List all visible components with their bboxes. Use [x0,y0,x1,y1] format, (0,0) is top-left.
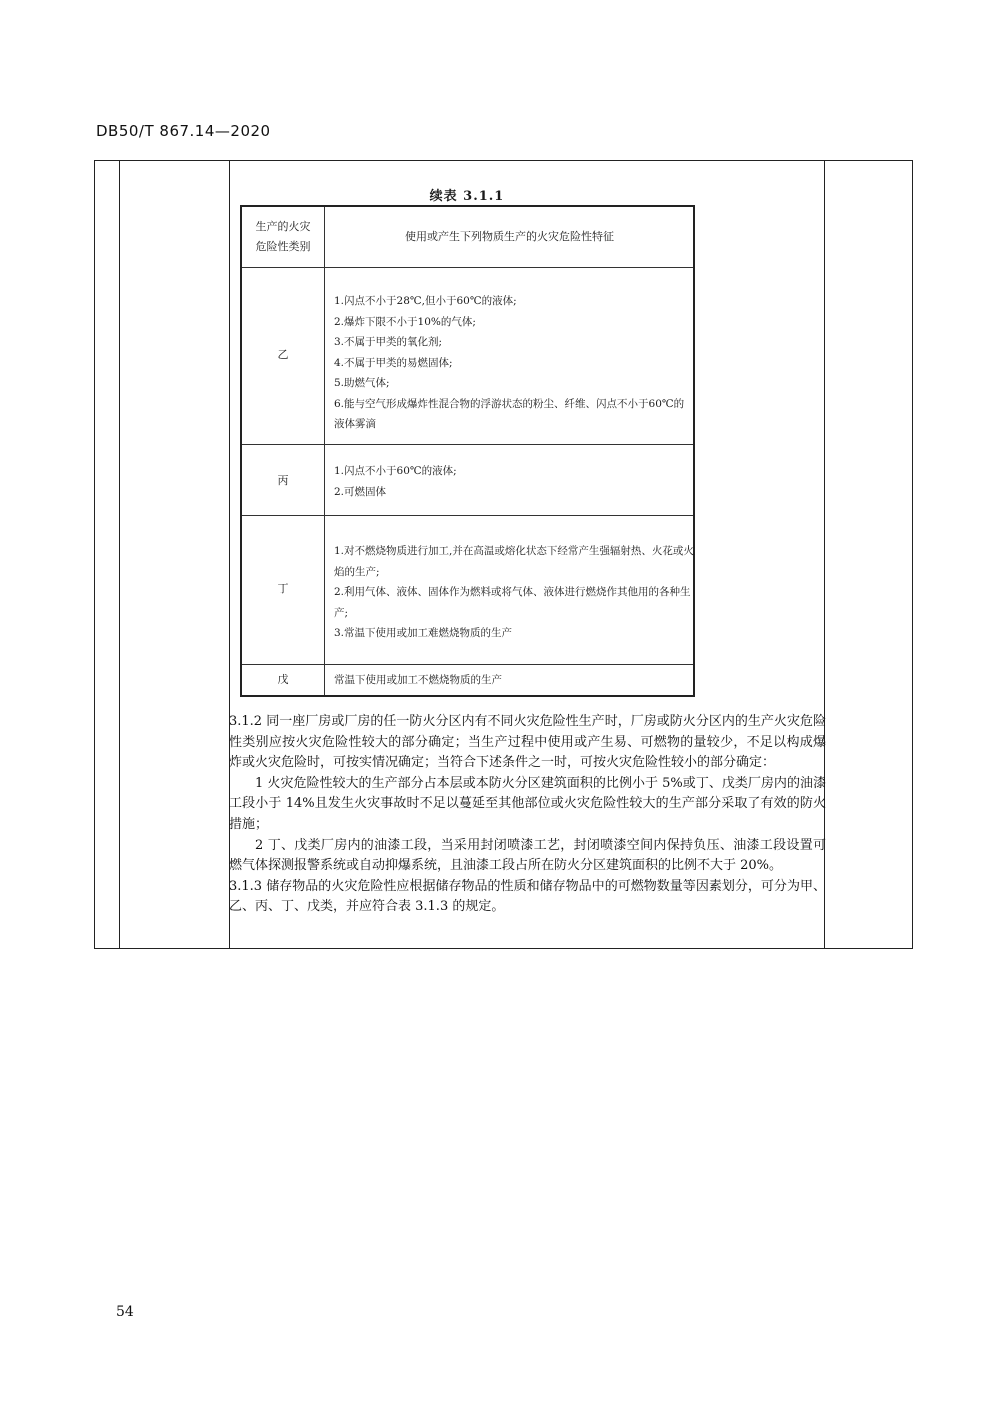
category-cell: 丙 [277,474,289,487]
feature-item: 2.可燃固体 [334,485,387,498]
header-category-line: 生产的火灾 [255,220,311,233]
features-cell [334,670,694,691]
clause-3-1-2: 3.1.2 同一座厂房或厂房的任一防火分区内有不同火灾危险性生产时，厂房或防火分区内的生产火灾危险性类别应按火灾危险性较大的部分确定；当生产过程中使用或产生易、可燃物的量较少，不足以构成爆炸或火灾危险时，可按实情况确定；当符合下述条件之一时，可按火灾危险性较小的部分确定： [229,714,826,771]
feature-item: 2.爆炸下限不小于10%的气体; [334,315,476,328]
clause-3-1-3: 3.1.3 储存物品的火灾危险性应根据储存物品的性质和储存物品中的可燃物数量等因素划分，可分为甲、乙、丙、丁、戊类，并应符合表 3.1.3 的规定。 [229,878,826,915]
row-divider [242,664,693,665]
header-features: 使用或产生下列物质生产的火灾危险性特征 [405,230,614,243]
features-cell [334,291,694,435]
row-divider [242,267,693,268]
features-cell [334,461,694,502]
feature-item: 1.闪点不小于28℃,但小于60℃的液体; [334,295,517,307]
feature-item: 6.能与空气形成爆炸性混合物的浮游状态的粉尘、纤维、闪点不小于60℃的液体雾滴 [334,397,685,430]
features-cell [334,541,694,644]
scanned-table-figure [237,185,697,700]
header-category [242,217,324,257]
table-divider [119,161,120,948]
page-number: 54 [116,1304,134,1320]
feature-item: 3.常温下使用或加工难燃烧物质的生产 [334,627,513,639]
feature-item: 1.闪点不小于60℃的液体; [334,465,457,477]
feature-item: 2.利用气体、液体、固体作为燃料或将气体、液体进行燃烧作其他用的各种生产; [334,586,691,619]
category-cell: 戊 [277,673,289,686]
category-cell: 乙 [277,348,289,361]
feature-item: 5.助燃气体; [334,377,390,389]
feature-item: 4.不属于甲类的易燃固体; [334,356,453,369]
feature-item: 3.不属于甲类的氧化剂; [334,336,443,348]
fire-hazard-table [240,205,695,697]
feature-item: 1.对不燃烧物质进行加工,并在高温或熔化状态下经常产生强辐射热、火花或火焰的生产; [334,545,694,578]
row-divider [242,444,693,445]
column-divider [324,207,325,695]
header-category-line: 危险性类别 [255,240,311,253]
body-text [229,712,826,918]
document-code: DB50/T 867.14—2020 [96,122,271,140]
clause-item-2: 2 丁、戊类厂房内的油漆工段，当采用封闭喷漆工艺，封闭喷漆空间内保持负压、油漆工段设置可燃气体探测报警系统或自动抑爆系统，且油漆工段占所在防火分区建筑面积的比例不大于 20%。 [229,837,826,874]
clause-item-1: 1 火灾危险性较大的生产部分占本层或本防火分区建筑面积的比例小于 5%或丁、戊类厂房内的油漆工段小于 14%且发生火灾事故时不足以蔓延至其他部位或火灾危险性较大的生产部分采取了有效的防火措施； [229,775,826,832]
category-cell: 丁 [277,582,289,595]
scanned-table-title: 续表 3.1.1 [429,189,505,204]
row-divider [242,515,693,516]
feature-item: 常温下使用或加工不燃烧物质的生产 [334,674,502,686]
